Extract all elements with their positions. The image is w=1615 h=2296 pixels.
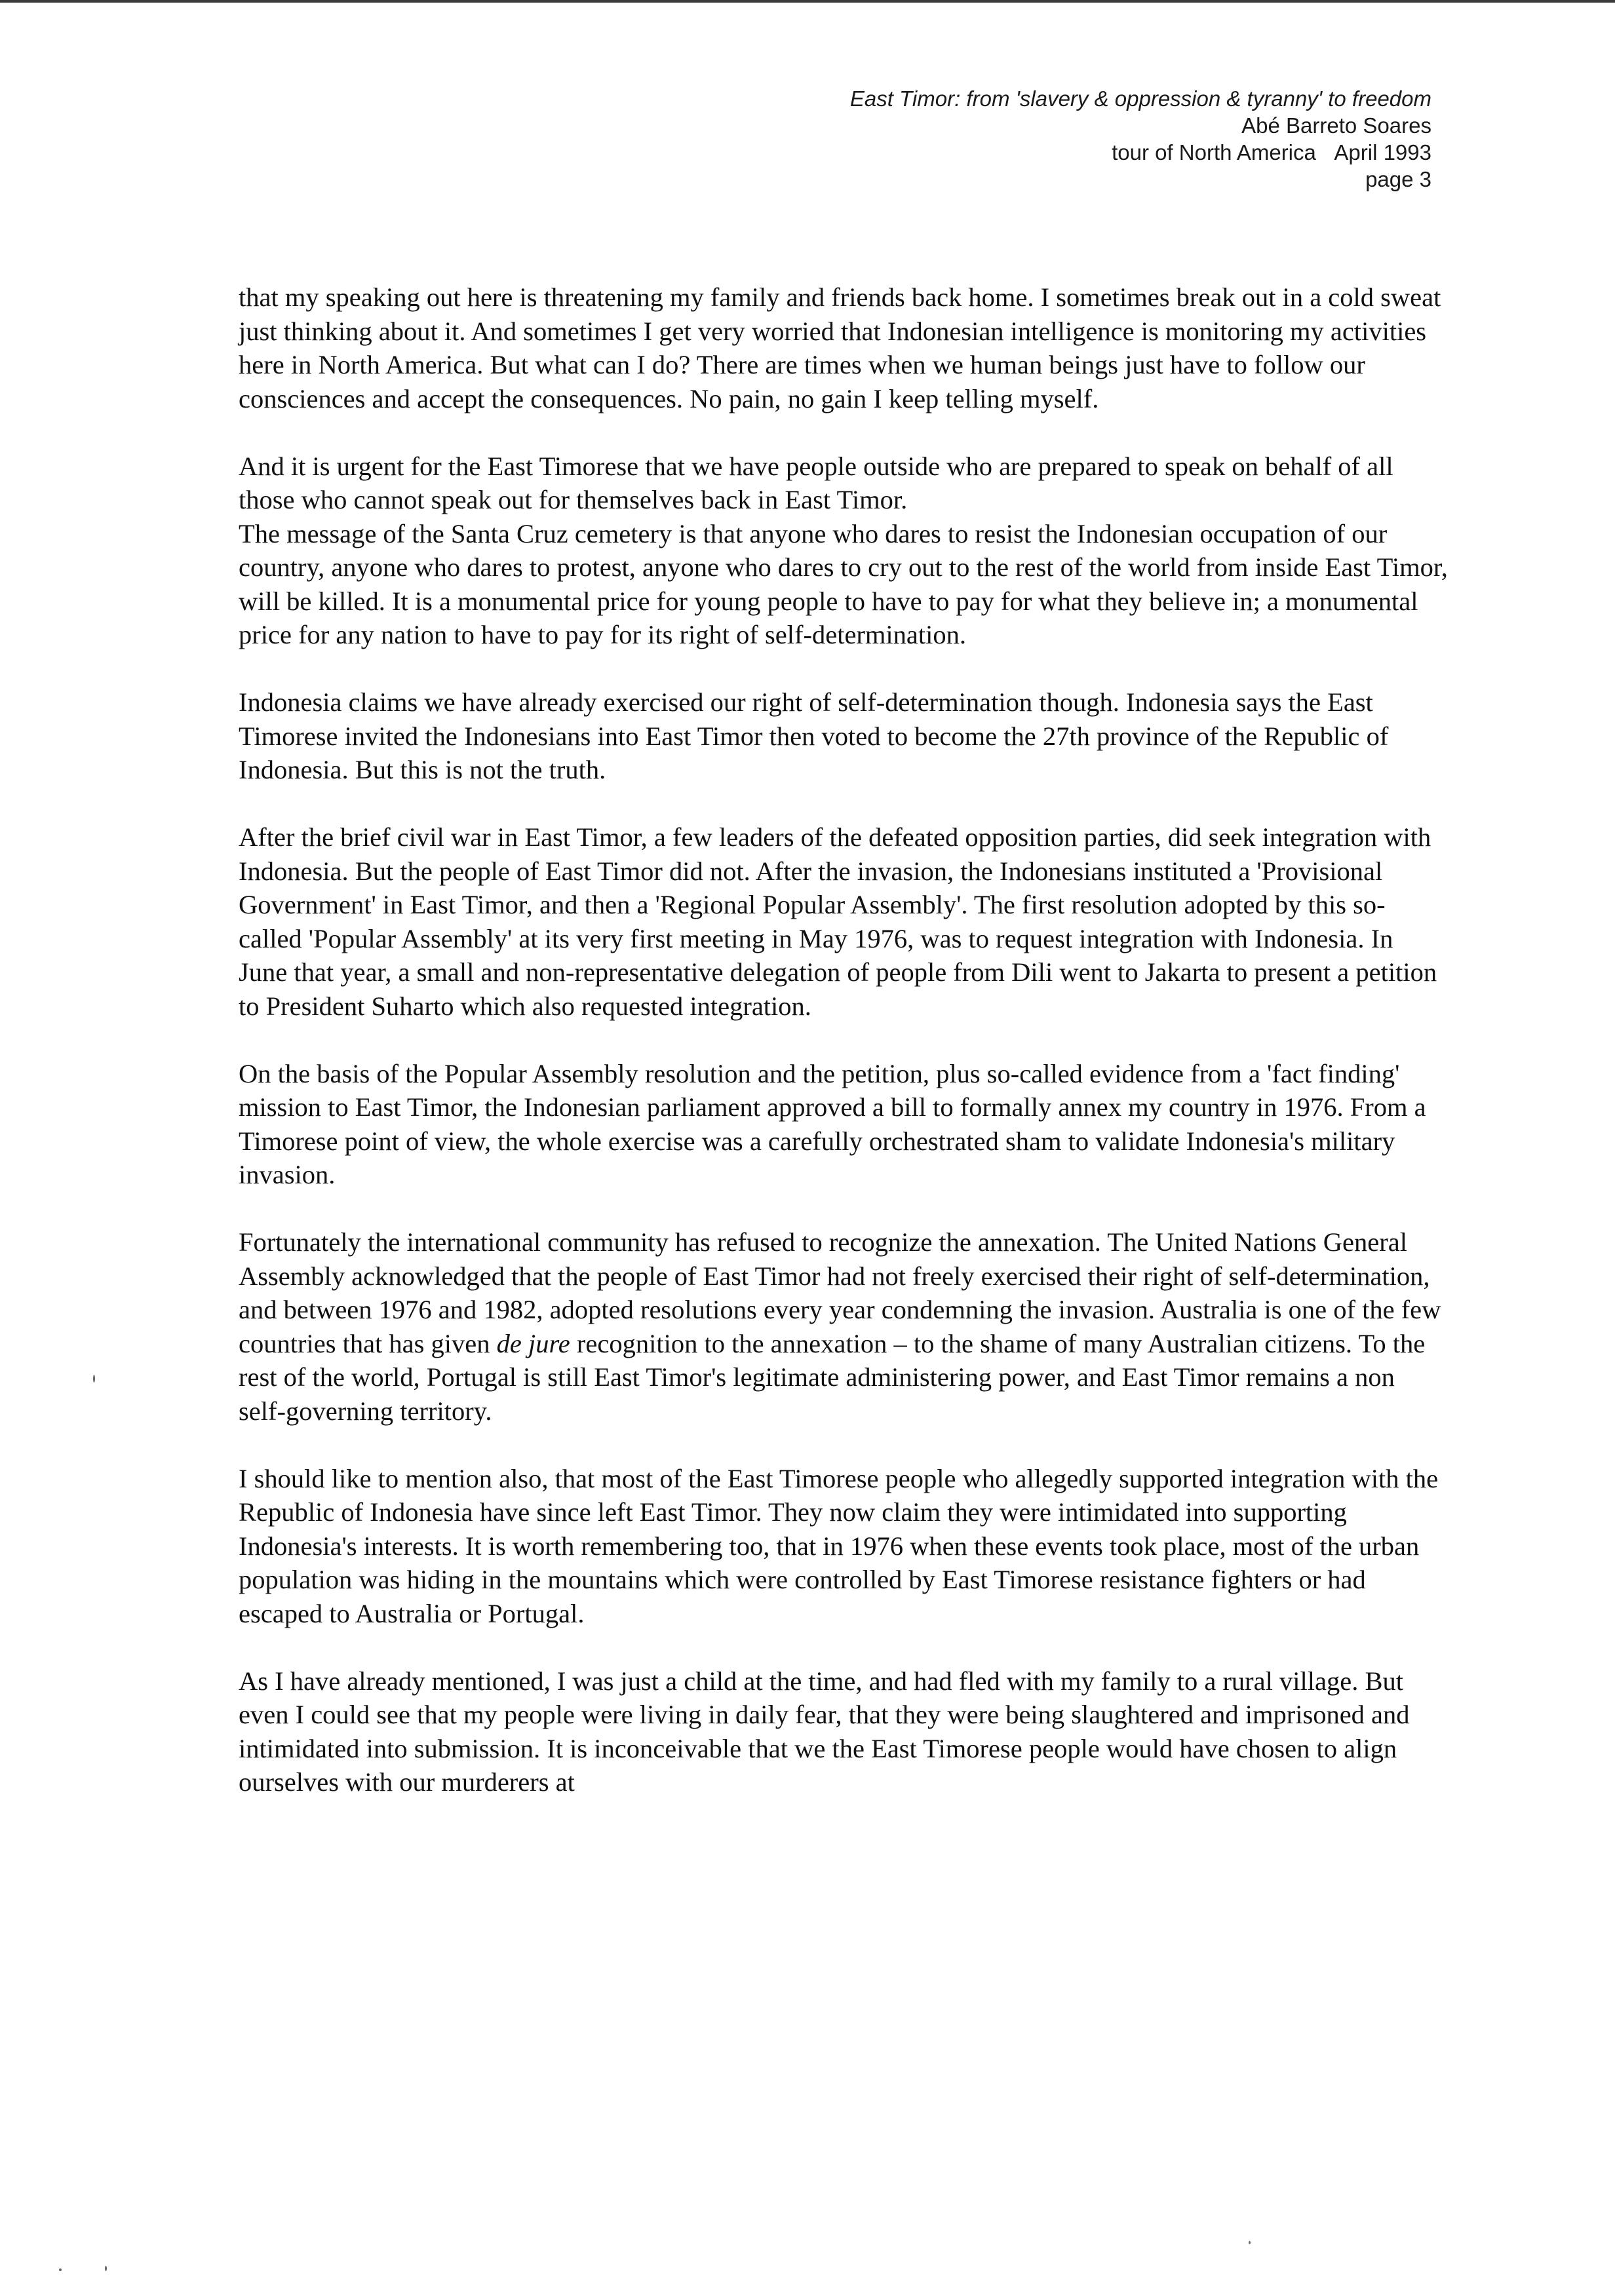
scan-speck [105,2266,107,2271]
header-title: East Timor: from 'slavery & oppression & tyranny' to freedom [849,86,1431,111]
paragraph-6-after: recognition to the annexation – to the shame of many Australian citizens. To the rest of the world, Portugal is still East Timor's legitimate administering power, and East Timor remains a non self-governing territory. [239,1328,1426,1426]
top-border-line [0,0,1615,3]
paragraph-4: After the brief civil war in East Timor, a few leaders of the defeated opposition parties, did seek integration with Indonesia. But the people of East Timor did not. After the invasion, the Indonesians instituted a 'Provisional Government' in East Timor, and then a 'Regional Popular Assembly'. The first resolution adopted by this so-called 'Popular Assembly' at its very first meeting in May 1976, was to request integration with Indonesia. In June that year, a small and non-representative delegation of people from Dili went to Jakarta to present a petition to President Suharto which also requested integration. [239,822,1437,1021]
paragraph-8: As I have already mentioned, I was just a child at the time, and had fled with my family to a rural village. But even I could see that my people were living in daily fear, that they were being slaughtered and imprisoned and intimidated into submission. It is inconceivable that we the East Timorese people would have chosen to align ourselves with our murderers at [239,1666,1410,1797]
paragraph-2a: And it is urgent for the East Timorese that we have people outside who are prepared to speak on behalf of all those who cannot speak out for themselves back in East Timor. [239,451,1393,514]
paragraph-2b: The message of the Santa Cruz cemetery is that anyone who dares to resist the Indonesian occupation of our country, anyone who dares to protest, anyone who dares to cry out to the rest of the world from inside East Timor, will be killed. It is a monumental price for young people to have to pay for what they believe in; a monumental price for any nation to have to pay for its right of self-determination. [239,518,1448,649]
paragraph-6-italic: de jure [496,1328,570,1358]
scan-speck [93,1375,95,1383]
header-author: Abé Barreto Soares [1241,113,1431,138]
header-page-number: page 3 [1365,167,1431,191]
paragraph-6 [239,1225,1448,1428]
paragraph-1: that my speaking out here is threatening my family and friends back home. I sometimes break out in a cold sweat just thinking about it. And sometimes I get very worried that Indonesian intelligence is monitoring my activities here in North America. But what can I do? There are times when we human beings just have to follow our consciences and accept the consequences. No pain, no gain I keep telling myself. [239,282,1441,413]
scan-speck [1249,2241,1251,2244]
scan-speck [59,2268,62,2271]
page-body [239,280,1448,1833]
paragraph-3: Indonesia claims we have already exercised our right of self-determination though. Indonesia says the East Timorese invited the Indonesians into East Timor then voted to become the 27th province of the Republic of Indonesia. But this is not the truth. [239,687,1389,784]
header-tour-date [514,139,1431,166]
header-date: April 1993 [1334,140,1431,164]
paragraph-5: On the basis of the Popular Assembly resolution and the petition, plus so-called evidence from a 'fact finding' mission to East Timor, the Indonesian parliament approved a bill to formally annex my country in 1976. From a Timorese point of view, the whole exercise was a carefully orchestrated sham to validate Indonesia's military invasion. [239,1058,1426,1189]
paragraph-7: I should like to mention also, that most of the East Timorese people who allegedly supported integration with the Republic of Indonesia have since left East Timor. They now claim they were intimidated into supporting Indonesia's interests. It is worth remembering too, that in 1976 when these events took place, most of the urban population was hiding in the mountains which were controlled by East Timorese resistance fighters or had escaped to Australia or Portugal. [239,1463,1439,1628]
header-tour: tour of North America [1112,140,1316,164]
running-header [514,85,1431,193]
paragraph-6-before: Fortunately the international community has refused to recognize the annexation. The United Nations General Assembly acknowledged that the people of East Timor had not freely exercised their right of self-determination, and between 1976 and 1982, adopted resolutions every year condemning the invasion. Australia is one of the few countries that has given [239,1227,1441,1358]
